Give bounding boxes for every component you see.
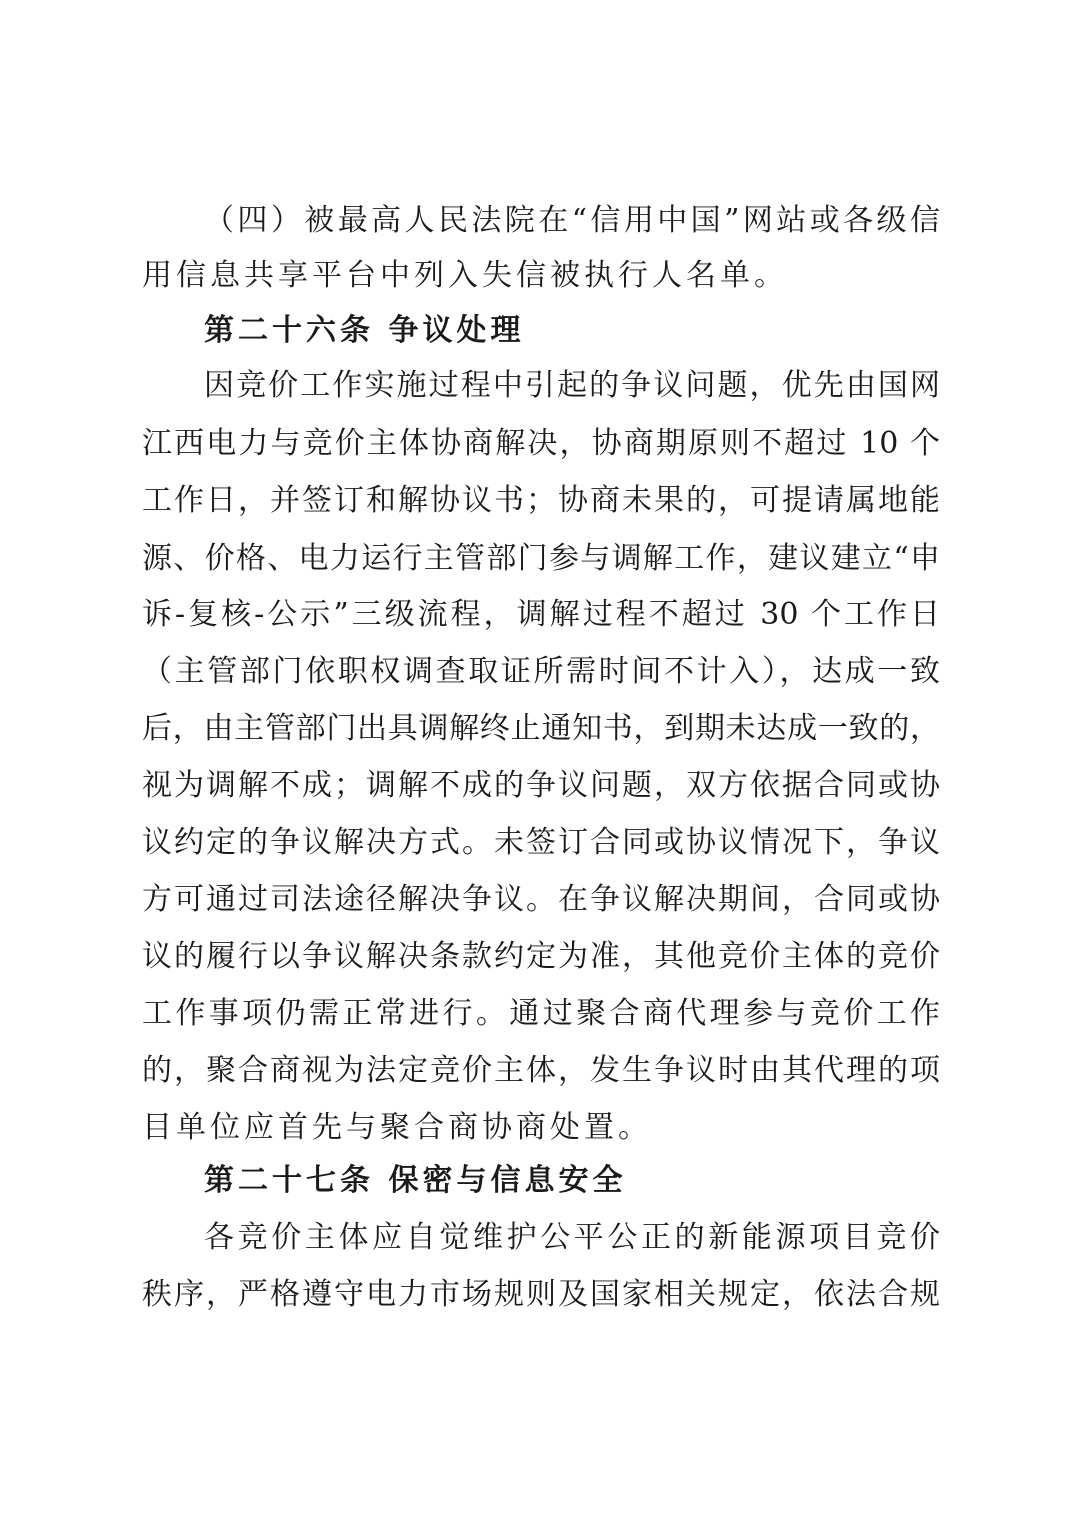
text-line: 用信息共享平台中列入失信被执行人名单。 (142, 258, 788, 293)
text-line: 议约定的争议解决方式。未签订合同或协议情况下，争议 (142, 825, 940, 860)
article-heading: 第二十六条 争议处理 (204, 313, 525, 348)
text-line: 江西电力与竞价主体协商解决，协商期原则不超过 10 个 (142, 426, 940, 461)
text-line: 因竞价工作实施过程中引起的争议问题，优先由国网 (204, 368, 940, 403)
text-line: 源、价格、电力运行主管部门参与调解工作，建议建立“申 (142, 541, 940, 576)
text-line: 工作事项仍需正常进行。通过聚合商代理参与竞价工作 (142, 996, 940, 1031)
text-line: 的，聚合商视为法定竞价主体，发生争议时由其代理的项 (142, 1053, 940, 1088)
text-line: 各竞价主体应自觉维护公平公正的新能源项目竞价 (204, 1220, 940, 1255)
text-line: （主管部门依职权调查取证所需时间不计入），达成一致 (142, 654, 940, 689)
text-line: 后，由主管部门出具调解终止通知书，到期未达成一致的， (142, 711, 940, 746)
article-heading: 第二十七条 保密与信息安全 (204, 1163, 627, 1198)
text-line: 秩序，严格遵守电力市场规则及国家相关规定，依法合规 (142, 1277, 940, 1312)
text-line: 工作日，并签订和解协议书；协商未果的，可提请属地能 (142, 483, 940, 518)
text-line: 方可通过司法途径解决争议。在争议解决期间，合同或协 (142, 882, 940, 917)
text-line: 视为调解不成；调解不成的争议问题，双方依据合同或协 (142, 768, 940, 803)
text-line: 议的履行以争议解决条款约定为准，其他竞价主体的竞价 (142, 939, 940, 974)
text-line: 诉-复核-公示”三级流程，调解过程不超过 30 个工作日 (142, 597, 940, 632)
text-line: （四）被最高人民法院在“信用中国”网站或各级信 (204, 203, 940, 238)
text-line: 目单位应首先与聚合商协商处置。 (142, 1110, 652, 1145)
